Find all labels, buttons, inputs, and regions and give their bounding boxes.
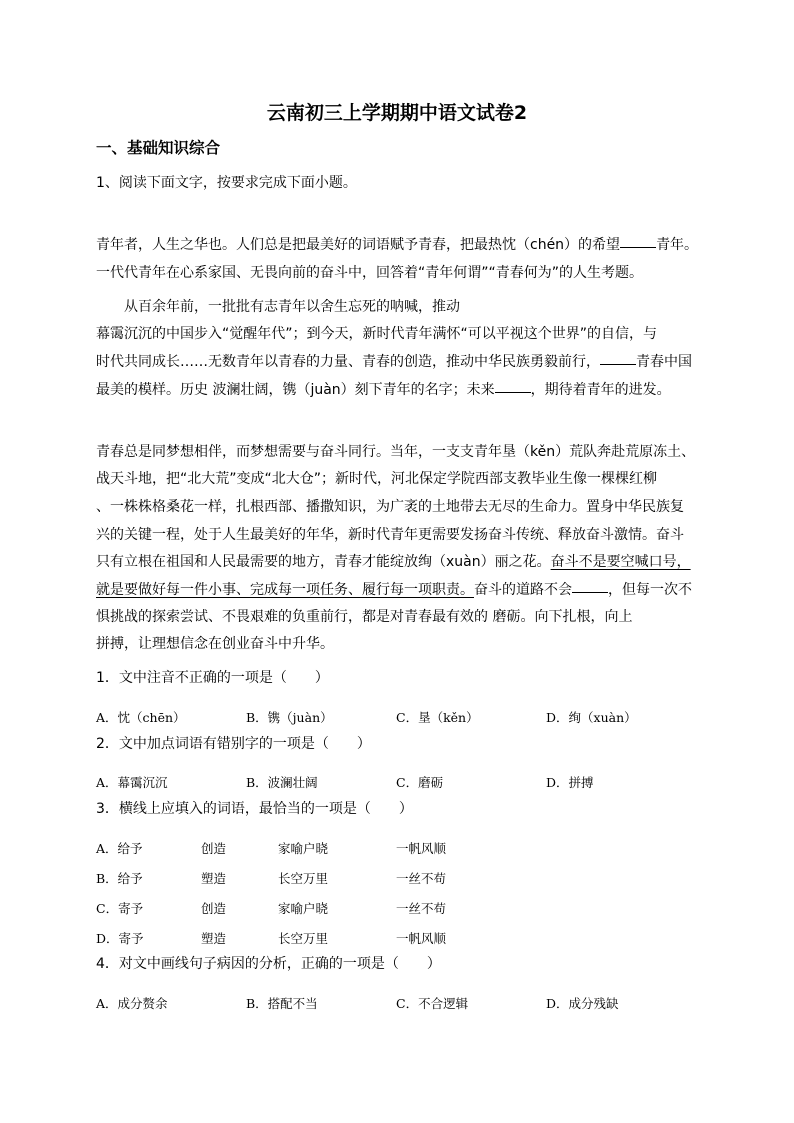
passage-line: 只有立根在祖国和人民最需要的地方，青春才能绽放绚（xuàn）丽之花。奋斗不是要空喊口号， (96, 554, 691, 570)
option-d[interactable]: D．拼搏 (546, 775, 594, 790)
question-stem: 3．横线上应填入的词语，最恰当的一项是（ ） (96, 801, 413, 817)
passage-line: 最美的模样。历史 波澜壮阔，镌（juàn）刻下青年的名字；未来 ，期待着青年的进发。 (96, 382, 671, 398)
option-b[interactable]: B．给予 (96, 871, 143, 886)
passage-line: 拼搏，让理想信念在创业奋斗中升华。 (96, 636, 334, 652)
option-a-word-3: 家喻户晓 (278, 841, 329, 856)
question-stem: 4．对文中画线句子病因的分析，正确的一项是（ ） (96, 956, 441, 972)
option-b-word-2: 塑造 (201, 871, 227, 886)
fill-blank (620, 246, 656, 248)
passage-line: 时代共同成长……无数青年以青春的力量、青春的创造，推动中华民族勇毅前行， 青春中国 (96, 354, 692, 370)
option-d-word-2: 塑造 (201, 931, 227, 946)
option-a[interactable]: A．幕霭沉沉 (96, 775, 168, 790)
option-a[interactable]: A．忱（chēn） (96, 710, 186, 725)
fill-blank (495, 391, 531, 393)
option-c[interactable]: C．垦（kěn） (396, 710, 479, 725)
option-d-word-3: 长空万里 (278, 931, 329, 946)
option-c-word-2: 创造 (201, 901, 227, 916)
option-a[interactable]: A．给予 (96, 841, 143, 856)
passage-line: 青春总是同梦想相伴，而梦想需要与奋斗同行。当年，一支支青年垦（kěn）荒队奔赴荒原冻土、 (96, 444, 696, 460)
question-intro: 1、阅读下面文字，按要求完成下面小题。 (96, 175, 357, 191)
option-a-word-4: 一帆风顺 (396, 841, 447, 856)
option-c[interactable]: C．磨砺 (396, 775, 444, 790)
page-title: 云南初三上学期期中语文试卷2 (266, 102, 528, 124)
option-a-word-2: 创造 (201, 841, 227, 856)
option-d[interactable]: D．成分残缺 (546, 996, 619, 1011)
option-a[interactable]: A．成分赘余 (96, 996, 168, 1011)
option-c-word-4: 一丝不苟 (396, 901, 447, 916)
passage-line: 青年者，人生之华也。人们总是把最美好的词语赋予青春，把最热忱（chén）的希望 青年。 (96, 237, 699, 253)
passage-line: 、一株株格桑花一样，扎根西部、播撒知识，为广袤的土地带去无尽的生命力。置身中华民族复 (96, 499, 684, 515)
underlined-sentence: 就是要做好每一件小事、完成每一项任务、履行每一项职责。 (96, 582, 474, 598)
option-b[interactable]: B．镌（juàn） (246, 710, 333, 725)
question-stem: 2．文中加点词语有错别字的一项是（ ） (96, 736, 371, 752)
passage-line: 战天斗地，把“北大荒”变成“北大仓”；新时代，河北保定学院西部支教毕业生像一棵棵红柳 (96, 471, 658, 487)
passage-line: 兴的关键一程，处于人生最美好的年华，新时代青年更需要发扬奋斗传统、释放奋斗激情。奋斗 (96, 527, 684, 543)
option-b[interactable]: B．波澜壮阔 (246, 775, 318, 790)
question-stem: 1．文中注音不正确的一项是（ ） (96, 670, 329, 686)
passage-line: 一代代青年在心系家国、无畏向前的奋斗中，回答着“青年何谓”“青春何为”的人生考题。 (96, 265, 644, 281)
passage-line: 就是要做好每一件小事、完成每一项任务、履行每一项职责。奋斗的道路不会 ，但每一次不 (96, 582, 692, 598)
option-b-word-3: 长空万里 (278, 871, 329, 886)
fill-blank (600, 363, 636, 365)
passage-line: 从百余年前，一批批有志青年以舍生忘死的呐喊，推动 (124, 299, 460, 315)
option-b-word-4: 一丝不苟 (396, 871, 447, 886)
option-d[interactable]: D．绚（xuàn） (546, 710, 637, 725)
passage-line: 惧挑战的探索尝试、不畏艰难的负重前行，都是对青春最有效的 磨砺。向下扎根，向上 (96, 609, 633, 625)
option-d[interactable]: D．寄予 (96, 931, 144, 946)
section-heading: 一、基础知识综合 (96, 139, 221, 157)
fill-blank (572, 591, 608, 593)
underlined-sentence: 奋斗不是要空喊口号， (550, 554, 691, 570)
option-b[interactable]: B．搭配不当 (246, 996, 318, 1011)
option-c[interactable]: C．不合逻辑 (396, 996, 469, 1011)
option-c-word-3: 家喻户晓 (278, 901, 329, 916)
option-c[interactable]: C．寄予 (96, 901, 144, 916)
passage-line: 幕霭沉沉的中国步入“觉醒年代”；到今天，新时代青年满怀“可以平视这个世界”的自信，与 (96, 326, 658, 342)
option-d-word-4: 一帆风顺 (396, 931, 447, 946)
